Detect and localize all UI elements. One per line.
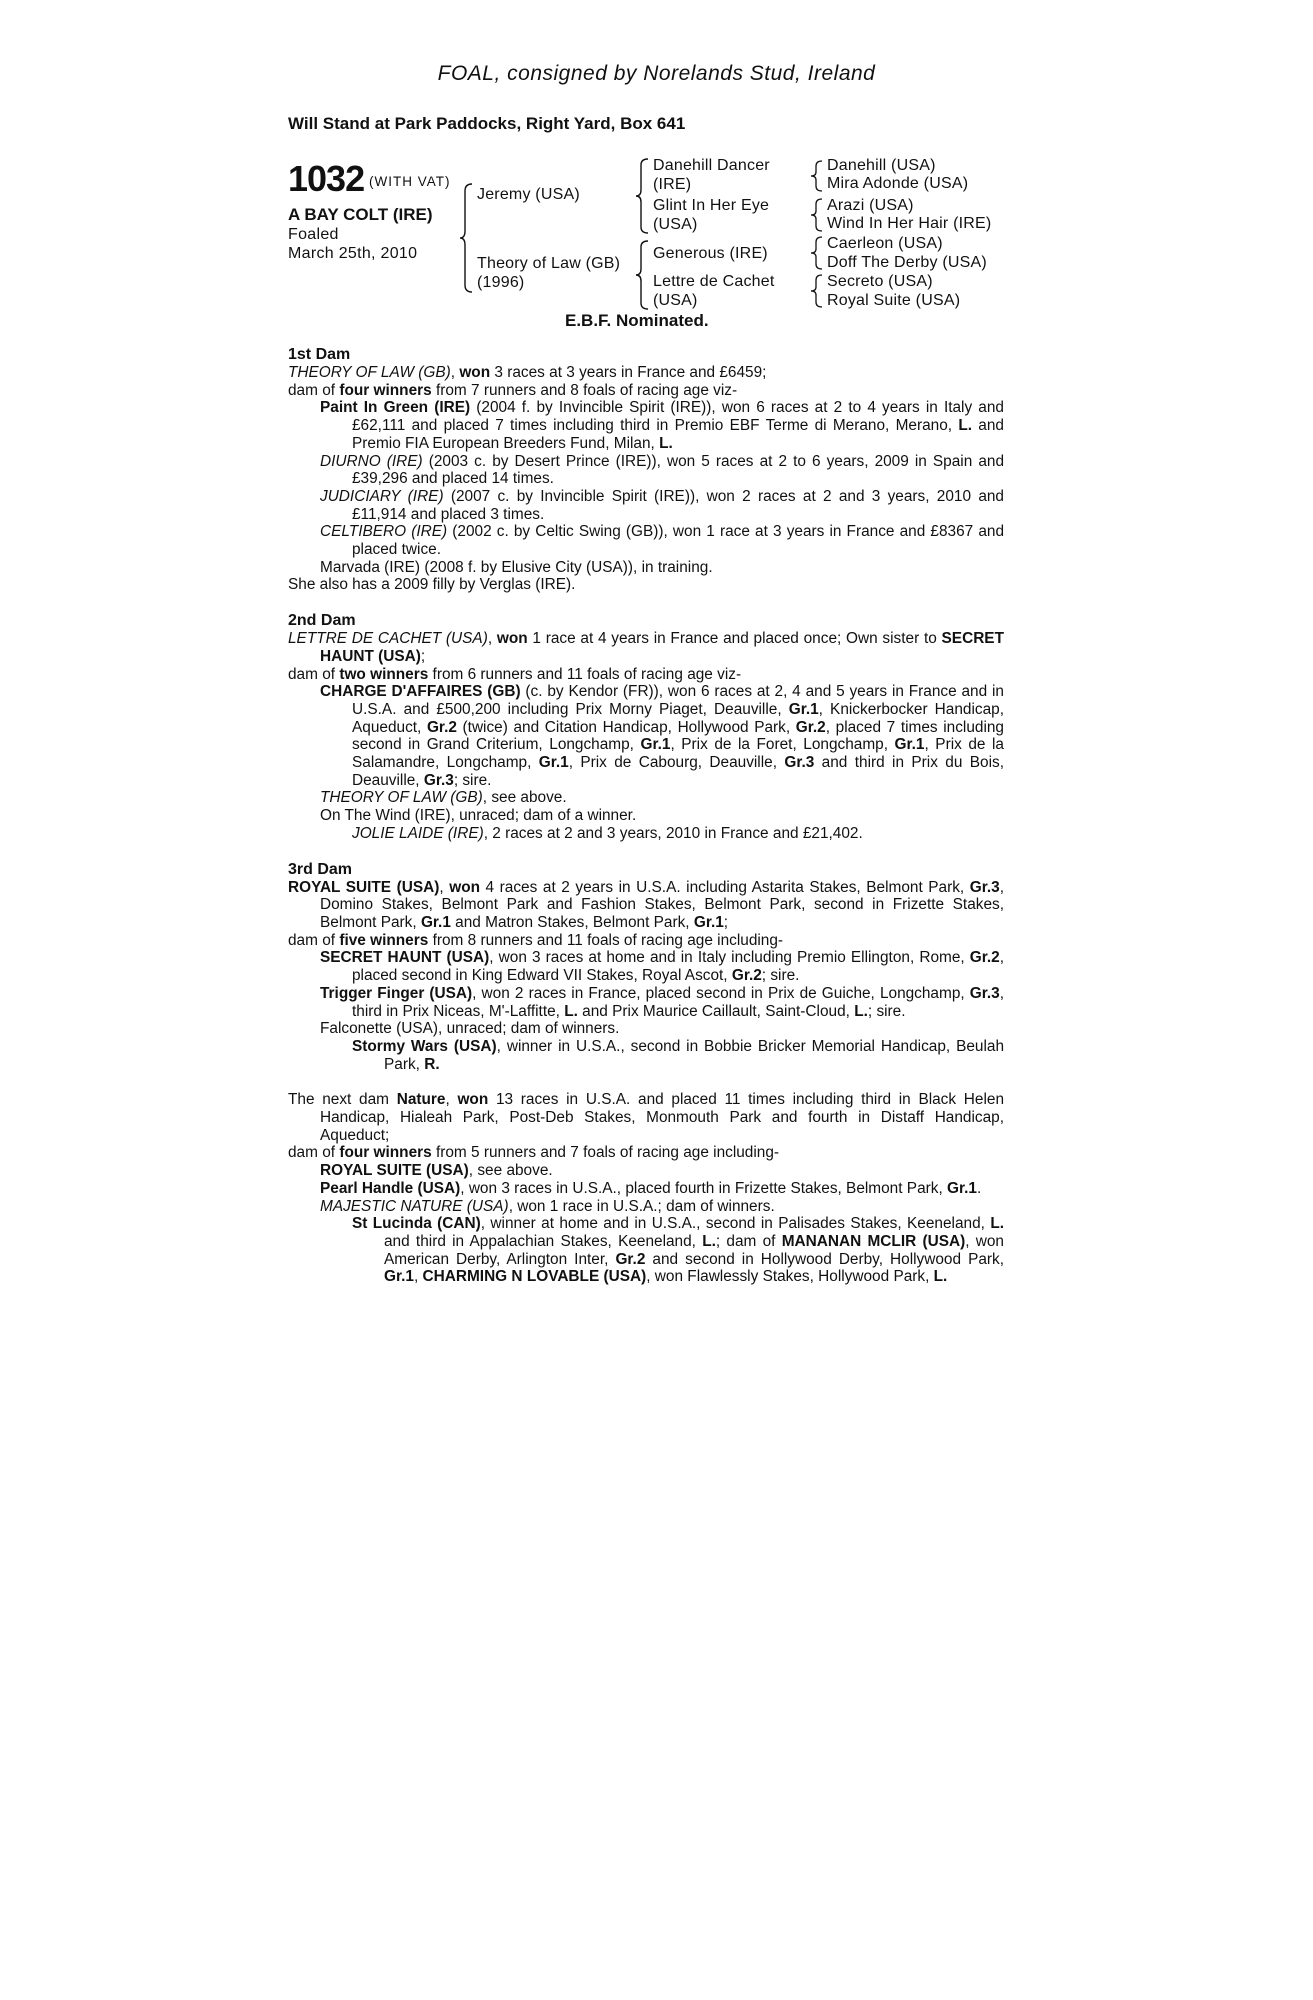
pedigree-sd-line2: (USA): [653, 216, 698, 233]
pedigree-sds: Arazi (USA): [827, 197, 914, 214]
fourth-dam-record: The next dam Nature, won 13 races in U.S.A. and placed 11 times including third in Black Helen Handicap, Hialeah Park, Post-Deb Stakes, Monmouth Park and fourth in Distaff Handicap, Aqueduct;: [288, 1091, 1004, 1144]
pedigree-dam-name: Theory of Law (GB): [477, 255, 621, 272]
first-dam-record: THEORY OF LAW (GB), won 3 races at 3 years in France and £6459;: [288, 364, 767, 381]
pedigree-dam-year: (1996): [477, 274, 525, 291]
produce-theory-of-law: THEORY OF LAW (GB), see above.: [320, 789, 567, 807]
pedigree-dam: [477, 254, 620, 292]
vat-label: (WITH VAT): [369, 174, 451, 189]
first-dam-heading: 1st Dam: [288, 346, 351, 363]
pedigree-brace-sd: [811, 198, 823, 232]
foaled-date: March 25th, 2010: [288, 245, 418, 262]
produce-charge-daffaires: CHARGE D'AFFAIRES (GB) (c. by Kendor (FR)), won 6 races at 2, 4 and 5 years in France and in U.S.A. and £500,200 including Prix Morny Piaget, Deauville, Gr.1, Knickerbocker Handicap, Aqueduct, Gr.2 (twice) and Citation Handicap, Hollywood Park, Gr.2, placed 7 times including second in Grand Criterium, Longchamp, Gr.1, Prix de la Foret, Longchamp, Gr.1, Prix de la Salamandre, Longchamp, Gr.1, Prix de Cabourg, Deauville, Gr.3 and third in Prix du Bois, Deauville, Gr.3; sire.: [320, 683, 1004, 789]
produce-paint-in-green: Paint In Green (IRE) (2004 f. by Invincible Spirit (IRE)), won 6 races at 2 to 4 years in Italy and £62,111 and placed 7 times including third in Premio EBF Terme di Merano, Merano, L. and Premio FIA European Breeders Fund, Milan, L.: [320, 399, 1004, 452]
produce-falconette: Falconette (USA), unraced; dam of winners.: [320, 1020, 620, 1038]
pedigree-dds: Secreto (USA): [827, 273, 933, 290]
produce-royal-suite: ROYAL SUITE (USA), see above.: [320, 1162, 553, 1180]
pedigree-brace-dd: [811, 274, 823, 308]
foaled-label: Foaled: [288, 226, 339, 243]
second-dam-heading: 2nd Dam: [288, 612, 356, 630]
pedigree-sire-sire: [653, 156, 770, 194]
ebf-nomination: E.B.F. Nominated.: [565, 311, 709, 330]
stand-location: Will Stand at Park Paddocks, Right Yard, Box 641: [288, 114, 686, 133]
second-dam-produce: dam of two winners from 6 runners and 11 foals of racing age viz-: [288, 665, 742, 683]
pedigree-sd-line1: Glint In Her Eye: [653, 197, 770, 214]
pedigree-dam-dam: [653, 272, 775, 310]
pedigree-ssd: Mira Adonde (USA): [827, 175, 969, 192]
pedigree-ss-line2: (IRE): [653, 176, 692, 193]
pedigree-brace-sire: [636, 158, 650, 234]
pedigree-sdd: Wind In Her Hair (IRE): [827, 215, 992, 232]
pedigree-dd-line2: (USA): [653, 292, 698, 309]
pedigree-dam-sire: Generous (IRE): [653, 245, 768, 262]
produce-majestic-nature: MAJESTIC NATURE (USA), won 1 race in U.S.A.; dam of winners.: [320, 1197, 775, 1215]
produce-celtibero: CELTIBERO (IRE) (2002 c. by Celtic Swing (GB)), won 1 race at 3 years in France and £8367 and placed twice.: [320, 523, 1005, 559]
pedigree-dss: Caerleon (USA): [827, 235, 943, 252]
third-dam-produce: dam of five winners from 8 runners and 11 foals of racing age including-: [288, 931, 784, 949]
pedigree-ddd: Royal Suite (USA): [827, 292, 961, 309]
foaled-info: [288, 225, 417, 263]
produce-stormy-wars: Stormy Wars (USA), winner in U.S.A., second in Bobbie Bricker Memorial Handicap, Beulah Park, R.: [352, 1037, 1004, 1073]
produce-trigger-finger: Trigger Finger (USA), won 2 races in France, placed second in Prix de Guiche, Longchamp, Gr.3, third in Prix Niceas, M'-Laffitte, L. and Prix Maurice Caillault, Saint-Cloud, L.; sire.: [320, 984, 1004, 1020]
produce-judiciary: JUDICIARY (IRE) (2007 c. by Invincible Spirit (IRE)), won 2 races at 2 and 3 years, 2010 and £11,914 and placed 3 times.: [320, 487, 1004, 523]
pedigree-sire: Jeremy (USA): [477, 186, 580, 203]
produce-on-the-wind: On The Wind (IRE), unraced; dam of a winner.: [320, 807, 637, 825]
second-dam-record: LETTRE DE CACHET (USA), won 1 race at 4 years in France and placed once; Own sister to SECRET HAUNT (USA);: [288, 630, 1004, 665]
produce-st-lucinda: St Lucinda (CAN), winner at home and in U.S.A., second in Palisades Stakes, Keeneland, L. and third in Appalachian Stakes, Keeneland, L.; dam of MANANAN MCLIR (USA), won American Derby, Arlington Inter, Gr.2 and second in Hollywood Derby, Hollywood Park, Gr.1, CHARMING N LOVABLE (USA), won Flawlessly Stakes, Hollywood Park, L.: [352, 1215, 1004, 1286]
produce-marvada: Marvada (IRE) (2008 f. by Elusive City (USA)), in training.: [320, 558, 713, 576]
lot-number: 1032: [288, 158, 365, 199]
pedigree-sire-dam: [653, 196, 769, 234]
pedigree-brace-main: [460, 183, 474, 293]
produce-diurno: DIURNO (IRE) (2003 c. by Desert Prince (IRE)), won 5 races at 2 to 6 years, 2009 in Spain and £39,296 and placed 14 times.: [320, 452, 1005, 488]
pedigree-sss: Danehill (USA): [827, 157, 936, 174]
produce-jolie-laide: JOLIE LAIDE (IRE), 2 races at 2 and 3 years, 2010 in France and £21,402.: [352, 824, 863, 842]
first-dam-produce: dam of four winners from 7 runners and 8 foals of racing age viz-: [288, 381, 738, 399]
produce-secret-haunt: SECRET HAUNT (USA), won 3 races at home and in Italy including Premio Ellington, Rome, Gr.2, placed second in King Edward VII Stakes, Royal Ascot, Gr.2; sire.: [320, 949, 1005, 985]
produce-filly-2009: She also has a 2009 filly by Verglas (IRE).: [288, 576, 576, 594]
pedigree-brace-ds: [811, 236, 823, 270]
pedigree-brace-ss: [811, 160, 823, 192]
pedigree-dd-line1: Lettre de Cachet: [653, 273, 775, 290]
pedigree-ss-line1: Danehill Dancer: [653, 157, 770, 174]
pedigree-notes: [288, 346, 1004, 1286]
third-dam-record: ROYAL SUITE (USA), won 4 races at 2 years in U.S.A. including Astarita Stakes, Belmont Park, Gr.3, Domino Stakes, Belmont Park and Fashion Stakes, Belmont Park, second in Frizette Stakes, Belmont Park, Gr.1 and Matron Stakes, Belmont Park, Gr.1;: [288, 878, 1004, 931]
lot-title: A BAY COLT (IRE): [288, 205, 433, 224]
fourth-dam-produce: dam of four winners from 5 runners and 7 foals of racing age including-: [288, 1144, 780, 1162]
third-dam-heading: 3rd Dam: [288, 860, 353, 878]
pedigree-dsd: Doff The Derby (USA): [827, 254, 987, 271]
pedigree-brace-dam: [636, 240, 650, 310]
consignment-line: FOAL, consigned by Norelands Stud, Ireland: [437, 62, 876, 85]
produce-pearl-handle: Pearl Handle (USA), won 3 races in U.S.A., placed fourth in Frizette Stakes, Belmont Park, Gr.1.: [320, 1179, 982, 1197]
